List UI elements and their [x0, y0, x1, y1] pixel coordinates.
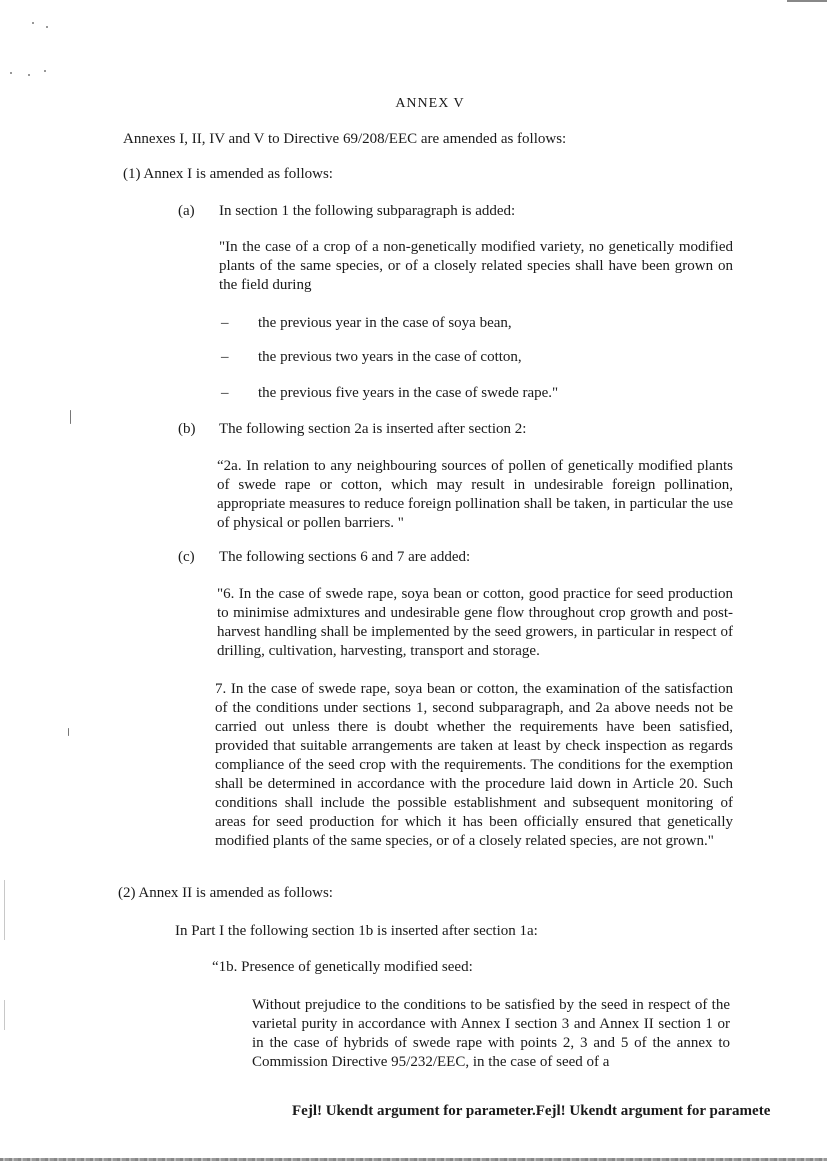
bullet-dash: – — [221, 315, 229, 331]
scan-margin-line — [4, 1000, 5, 1030]
scan-bottom-edge — [0, 1158, 827, 1161]
scan-speck — [70, 410, 71, 424]
scan-speck — [46, 26, 48, 28]
part-1-heading: In Part I the following section 1b is inserted after section 1a: — [175, 923, 538, 939]
annex-title: ANNEX V — [395, 96, 465, 111]
item-2-heading: (2) Annex II is amended as follows: — [118, 885, 333, 901]
subitem-b-quote: “2a. In relation to any neighbouring sources of pollen of genetically modified plants of swede rape or cotton, which may result in undesirable foreign pollination, appropriate measures to reduce foreign pollination shall be taken, in particular the use of physical or pollen barriers. " — [217, 458, 733, 531]
subitem-b-marker: (b) — [178, 421, 196, 437]
section-1b-heading: “1b. Presence of genetically modified seed: — [212, 959, 473, 975]
item-1-heading: (1) Annex I is amended as follows: — [123, 166, 333, 182]
subitem-b-heading: The following section 2a is inserted after section 2: — [219, 421, 527, 437]
subitem-a-heading: In section 1 the following subparagraph is added: — [219, 203, 516, 219]
section-1b-text: Without prejudice to the conditions to be satisfied by the seed in respect of the varietal purity in accordance with Annex I section 3 and Annex II section 1 or in the case of hybrids of swede rape with points 2, 3 and 5 of the annex to Commission Directive 95/232/EEC, in the case of seed of a — [252, 997, 730, 1070]
bullet-dash: – — [221, 349, 229, 365]
scan-speck — [44, 70, 46, 72]
subitem-a-quote: "In the case of a crop of a non-genetically modified variety, no genetically modified plants of the same species, or of a closely related species shall have been grown on the field during — [219, 239, 733, 293]
scan-speck — [10, 72, 12, 74]
section-7-text: 7. In the case of swede rape, soya bean or cotton, the examination of the satisfaction of the conditions under sections 1, second subparagraph, and 2a above needs not be carried out unless there is doubt whether the requirements have been satisfied, provided that suitable arrangements are taken at least by check inspection as regards compliance of the seed crop with the requirements. The conditions for the exemption shall be determined in accordance with the procedure laid down in Article 20. Such conditions shall include the possible establishment and subsequent monitoring of areas for seed production for which it has been officially ensured that genetically modified plants of the same species, or of a closely related species, are not grown." — [215, 681, 733, 849]
intro-line: Annexes I, II, IV and V to Directive 69/208/EEC are amended as follows: — [123, 131, 567, 147]
subitem-a-marker: (a) — [178, 203, 195, 219]
subitem-c-heading: The following sections 6 and 7 are added: — [219, 549, 471, 565]
bullet-dash: – — [221, 385, 229, 401]
scan-edge-mark — [787, 0, 827, 2]
bullet-item: the previous five years in the case of swede rape." — [258, 385, 559, 401]
scan-speck — [32, 22, 34, 24]
scan-speck — [28, 74, 30, 76]
section-6-text: "6. In the case of swede rape, soya bean or cotton, good practice for seed production to minimise admixtures and undesirable gene flow throughout crop growth and post-harvest handling shall be implemented by the seed growers, in particular in respect of drilling, cultivation, harvesting, transport and storage. — [217, 586, 733, 659]
bullet-item: the previous two years in the case of cotton, — [258, 349, 522, 365]
scan-speck — [68, 728, 69, 736]
subitem-c-marker: (c) — [178, 549, 195, 565]
scan-margin-line — [4, 880, 5, 940]
footer-field-error: Fejl! Ukendt argument for parameter.Fejl! Ukendt argument for paramete — [292, 1103, 771, 1119]
bullet-item: the previous year in the case of soya bean, — [258, 315, 512, 331]
